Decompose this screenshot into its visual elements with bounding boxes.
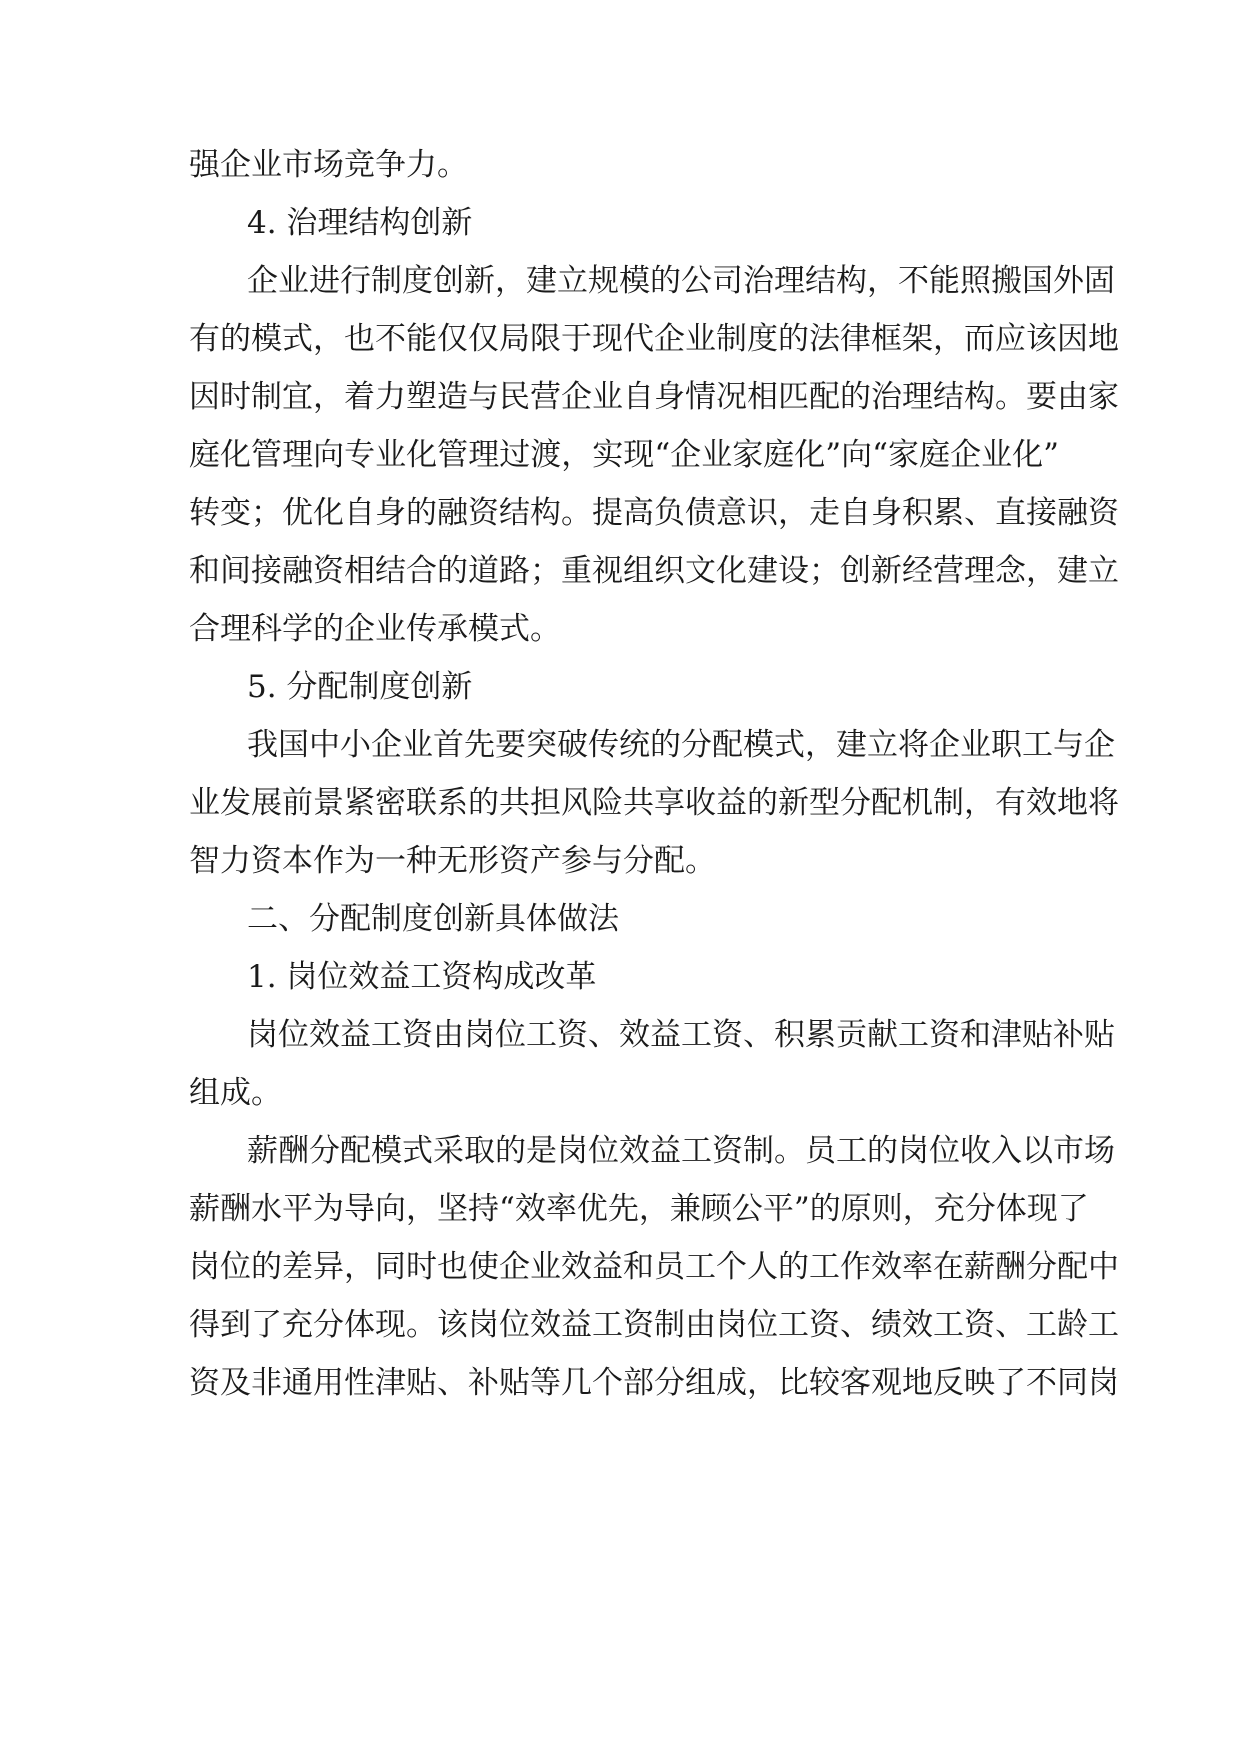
paragraph-line: 资及非通用性津贴、补贴等几个部分组成，比较客观地反映了不同岗 [189, 1365, 1119, 1401]
paragraph-line: 薪酬水平为导向，坚持“效率优先，兼顾公平”的原则，充分体现了 [189, 1191, 1089, 1227]
paragraph-line: 组成。 [189, 1075, 282, 1111]
paragraph-line: 我国中小企业首先要突破传统的分配模式，建立将企业职工与企 [247, 727, 1115, 763]
paragraph-line: 合理科学的企业传承模式。 [189, 611, 561, 647]
section-heading: 4. 治理结构创新 [247, 205, 473, 241]
paragraph-line: 企业进行制度创新，建立规模的公司治理结构，不能照搬国外固 [247, 263, 1115, 299]
paragraph-line: 薪酬分配模式采取的是岗位效益工资制。员工的岗位收入以市场 [247, 1133, 1115, 1169]
paragraph-line: 庭化管理向专业化管理过渡，实现“企业家庭化”向“家庭企业化” [189, 437, 1059, 473]
paragraph-line: 转变；优化自身的融资结构。提高负债意识，走自身积累、直接融资 [189, 495, 1119, 531]
section-heading: 1. 岗位效益工资构成改革 [247, 959, 597, 995]
paragraph-line: 智力资本作为一种无形资产参与分配。 [189, 843, 716, 879]
paragraph-line: 岗位效益工资由岗位工资、效益工资、积累贡献工资和津贴补贴 [247, 1017, 1115, 1053]
paragraph-line: 岗位的差异，同时也使企业效益和员工个人的工作效率在薪酬分配中 [189, 1249, 1119, 1285]
paragraph-line: 业发展前景紧密联系的共担风险共享收益的新型分配机制，有效地将 [189, 785, 1119, 821]
paragraph-line: 强企业市场竞争力。 [189, 147, 468, 183]
paragraph-line: 和间接融资相结合的道路；重视组织文化建设；创新经营理念，建立 [189, 553, 1119, 589]
paragraph-line: 因时制宜，着力塑造与民营企业自身情况相匹配的治理结构。要由家 [189, 379, 1119, 415]
paragraph-line: 得到了充分体现。该岗位效益工资制由岗位工资、绩效工资、工龄工 [189, 1307, 1119, 1343]
paragraph-line: 有的模式，也不能仅仅局限于现代企业制度的法律框架，而应该因地 [189, 321, 1119, 357]
section-heading: 5. 分配制度创新 [247, 669, 473, 705]
chapter-heading: 二、分配制度创新具体做法 [247, 901, 619, 937]
